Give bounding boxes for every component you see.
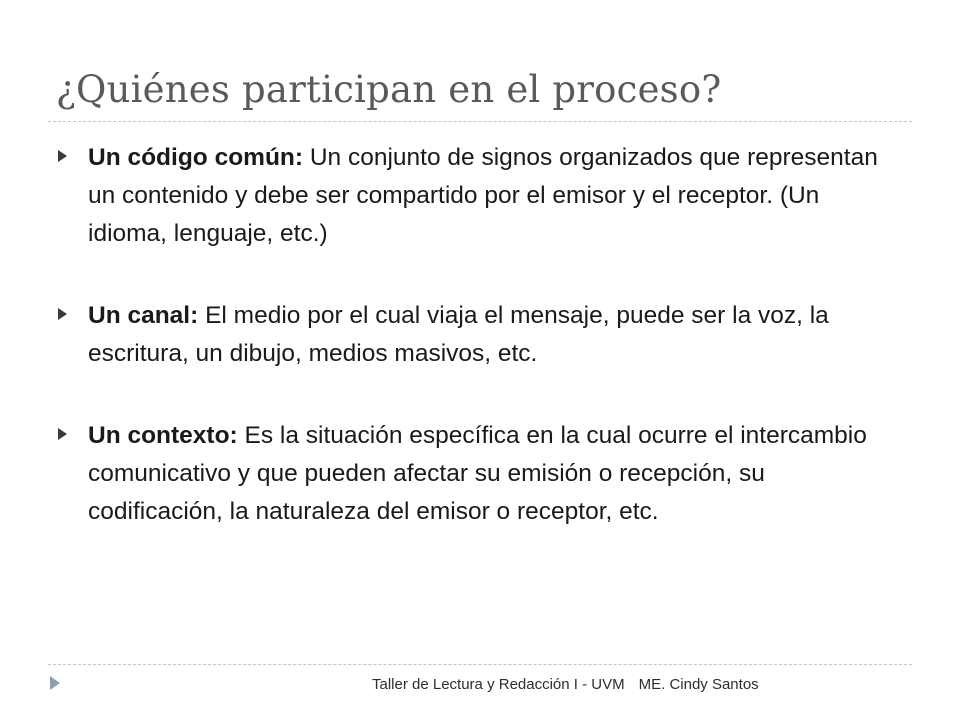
footer-divider — [48, 664, 912, 665]
triangle-bullet-icon — [58, 150, 67, 162]
bullet-term: Un contexto: — [88, 422, 238, 449]
bullet-description: Es la situación específica en la cual ocurre el intercambio comunicativo y que pueden afectar su emisión o recepción, su codificación, la naturaleza del emisor o receptor, etc. — [88, 422, 867, 525]
title-divider — [48, 121, 912, 122]
triangle-bullet-icon — [58, 428, 67, 440]
footer-course: Taller de Lectura y Redacción I - UVM — [372, 676, 625, 693]
list-item — [48, 139, 898, 253]
bullet-text — [88, 297, 898, 373]
footer-author: ME. Cindy Santos — [638, 676, 759, 693]
bullet-description: El medio por el cual viaja el mensaje, puede ser la voz, la escritura, un dibujo, medios masivos, etc. — [88, 302, 829, 367]
footer — [372, 676, 759, 693]
bullet-list — [48, 139, 898, 531]
footer-triangle-icon — [50, 676, 60, 690]
slide-title: ¿Quiénes participan en el proceso? — [56, 68, 722, 111]
list-item — [48, 417, 898, 531]
bullet-term: Un código común: — [88, 144, 304, 171]
bullet-text — [88, 417, 898, 531]
bullet-description: Un conjunto de signos organizados que representan un contenido y debe ser compartido por el emisor y el receptor. (Un idioma, lenguaje, etc.) — [88, 144, 878, 247]
bullet-text — [88, 139, 898, 253]
list-item — [48, 297, 898, 373]
triangle-bullet-icon — [58, 308, 67, 320]
bullet-term: Un canal: — [88, 302, 199, 329]
